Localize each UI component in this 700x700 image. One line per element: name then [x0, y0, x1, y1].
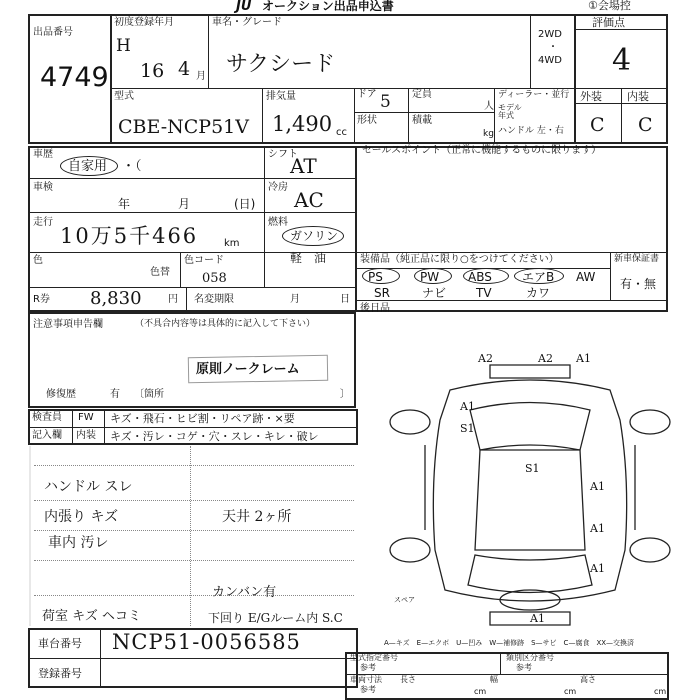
windshield — [470, 403, 590, 451]
tax-label: 名変期限 — [194, 294, 234, 305]
tax-month: 月 — [290, 294, 300, 305]
dims-label: 車両寸法 — [350, 675, 382, 684]
tax-day: 日 — [340, 294, 350, 305]
registration-month: 4 — [178, 58, 191, 80]
mark-a2-left: A2 — [478, 352, 493, 365]
model-label: 型式 — [114, 91, 134, 102]
front-bumper — [490, 365, 570, 378]
usage-label: 車歴 — [33, 149, 53, 160]
usage-value: 自家用 — [68, 159, 108, 174]
equipment-label: 装備品（純正品に限り○をつけてください） — [360, 254, 559, 265]
doors-value: 5 — [380, 92, 391, 112]
displacement-label: 排気量 — [266, 91, 296, 102]
rear-label: 後日品 — [360, 303, 390, 314]
lot-label: 出品番号 — [33, 27, 73, 38]
inside-label: 内装 — [76, 430, 96, 441]
load-label: 積載 — [412, 115, 432, 126]
shift-value: AT — [290, 154, 317, 178]
evaluation-score: 4 — [612, 43, 632, 78]
plate-label: 登録番号 — [38, 667, 82, 680]
mark-a1-door: A1 — [590, 480, 605, 493]
yen-unit: 円 — [168, 294, 178, 305]
color-label: 色 — [33, 255, 43, 266]
registration-year: 16 — [140, 60, 165, 82]
load-unit: kg — [483, 129, 494, 139]
equip-airbag: エアB — [522, 270, 555, 284]
color-change-label: 色替 — [150, 267, 170, 278]
repair-label: 修復歴 — [46, 389, 76, 400]
note-cabin: 車内 汚レ — [48, 535, 109, 551]
inspection-label: 車検 — [33, 182, 53, 193]
model-value: CBE-NCP51V — [118, 116, 249, 138]
mileage-label: 走行 — [33, 217, 53, 228]
height-unit: cm — [654, 687, 667, 696]
circle-airbag — [514, 268, 564, 284]
note-sign: カンバン有 — [212, 585, 277, 600]
lot-number: 4749 — [40, 62, 109, 93]
drive-2wd: 2WD — [538, 29, 562, 40]
equip-tv: TV — [476, 286, 492, 300]
rear-window — [468, 555, 592, 593]
evaluation-label: 評価点 — [592, 16, 625, 29]
mark-s1-roof: S1 — [525, 462, 540, 475]
notes-label: 注意事項申告欄 — [33, 319, 103, 330]
dims-ref-label: 参考 — [360, 685, 376, 694]
class-ref-label: 参考 — [516, 663, 532, 672]
car-damage-diagram — [380, 350, 680, 640]
color-code: 058 — [202, 271, 227, 286]
drive-dot: ・ — [548, 42, 558, 53]
note-roof: 天井 2ヶ所 — [222, 509, 292, 525]
mark-a1-rear: A1 — [530, 612, 545, 625]
repair-close: 〕 — [340, 389, 350, 400]
mark-a1-hood: A1 — [460, 400, 475, 413]
fuel-alt: 軽 油 — [290, 251, 327, 265]
inspection-month: 月 — [178, 197, 191, 211]
exterior-grade: C — [590, 114, 605, 136]
warranty-label: 新車保証書 — [614, 254, 660, 264]
note-cargo: 荷室 キズ ヘコミ — [42, 609, 142, 624]
mark-a1-quarter: A1 — [590, 562, 605, 575]
color-code-label: 色コード — [184, 255, 224, 266]
mark-a1-rear-door: A1 — [590, 522, 605, 535]
equip-ps: PS — [368, 270, 383, 284]
warranty-value: 有・無 — [620, 277, 657, 291]
displacement-value: 1,490 — [272, 112, 333, 136]
record-label: 記入欄 — [32, 430, 62, 441]
front-left-wheel — [390, 410, 430, 434]
chassis-label: 車台番号 — [38, 637, 82, 650]
equip-abs: ABS — [468, 270, 492, 284]
inspection-day: (日) — [234, 197, 256, 211]
spare-label: スペア — [394, 596, 415, 604]
registration-era: H — [116, 36, 131, 56]
shift-label: シフト — [268, 149, 298, 160]
no-claim-text: 原則ノークレーム — [196, 362, 300, 377]
interior-label: 内装 — [627, 90, 649, 103]
equip-leather: カワ — [526, 286, 551, 300]
note-trim: 内張り キズ — [44, 509, 119, 525]
exterior-codes: キズ・飛石・ヒビ割・リペア跡・×要 — [110, 412, 295, 425]
month-unit: 月 — [196, 71, 206, 82]
handle-label: ハンドル 左・右 — [498, 126, 564, 136]
inspector-label: 検査員 — [32, 412, 62, 423]
note-handle: ハンドル スレ — [44, 479, 133, 495]
form-title: オークション出品申込書 — [262, 0, 394, 13]
aircon-label: 冷房 — [268, 182, 288, 193]
mark-a2-right: A2 — [538, 352, 553, 365]
rear-left-wheel — [390, 538, 430, 562]
width-unit: cm — [564, 687, 577, 696]
notes-sub: （不具合内容等は具体的に記入して下さい） — [135, 319, 316, 329]
inspection-year: 年 — [118, 197, 131, 211]
equip-sr: SR — [374, 286, 390, 300]
repair-value: 有 — [110, 389, 120, 400]
model-year-label: モデル年式 — [498, 103, 522, 120]
front-right-wheel — [630, 410, 670, 434]
capacity-label: 定員 — [412, 89, 432, 100]
class-no-label: 類別区分番号 — [506, 653, 554, 662]
doors-label: ドア — [357, 89, 377, 100]
mark-s1-fender: S1 — [460, 422, 475, 435]
registration-label: 初度登録年月 — [114, 17, 174, 28]
shape-label: 形状 — [357, 115, 377, 126]
logo: JU — [236, 0, 252, 14]
exterior-label: 外装 — [580, 90, 602, 103]
type-no-label: 型式指定番号 — [350, 653, 398, 662]
recycle-label: R券 — [33, 294, 50, 305]
interior-codes: キズ・汚レ・コゲ・穴・スレ・キレ・破レ — [110, 430, 319, 443]
usage-suffix: ・（ — [122, 159, 142, 174]
repair-place: 〔箇所 — [134, 389, 164, 400]
circle-abs — [463, 268, 509, 284]
chassis-value: NCP51-0056585 — [112, 630, 301, 654]
height-label: 高さ — [580, 675, 596, 684]
drive-4wd: 4WD — [538, 55, 562, 66]
dealer-label: ディーラー・並行 — [498, 90, 570, 100]
width-label: 幅 — [490, 675, 498, 684]
type-ref-label: 参考 — [360, 663, 376, 672]
length-unit: cm — [474, 687, 487, 696]
equip-pw: PW — [420, 270, 440, 284]
fw-label: FW — [78, 412, 94, 423]
circle-pw — [414, 268, 452, 284]
sales-point-label: セールスポイント（正常に機能するものに限ります） — [362, 145, 602, 156]
car-name-value: サクシード — [226, 52, 336, 77]
km-unit: km — [224, 238, 240, 249]
interior-grade: C — [638, 114, 653, 136]
circle-ps — [362, 268, 400, 284]
mileage-value: 10万5千466 — [60, 224, 199, 248]
note-underbody: 下回り E/Gルーム内 S.C — [208, 611, 343, 625]
car-name-label: 車名・グレード — [212, 17, 282, 28]
fuel-value: ガソリン — [290, 229, 339, 243]
copy-label: ①会場控 — [588, 0, 631, 12]
capacity-unit: 人 — [484, 101, 494, 112]
damage-legend: A—キズ E—エクボ U—凹み W—補修跡 S—サビ C—腐食 XX—交換済 — [384, 639, 635, 647]
equip-aw: AW — [576, 270, 596, 284]
rear-right-wheel — [630, 538, 670, 562]
recycle-value: 8,830 — [90, 288, 142, 309]
aircon-value: AC — [294, 188, 324, 212]
fuel-label: 燃料 — [268, 217, 288, 228]
cc-unit: cc — [336, 127, 347, 138]
mark-a1-top: A1 — [576, 352, 591, 365]
length-label: 長さ — [400, 675, 416, 684]
equip-navi: ナビ — [422, 286, 447, 300]
